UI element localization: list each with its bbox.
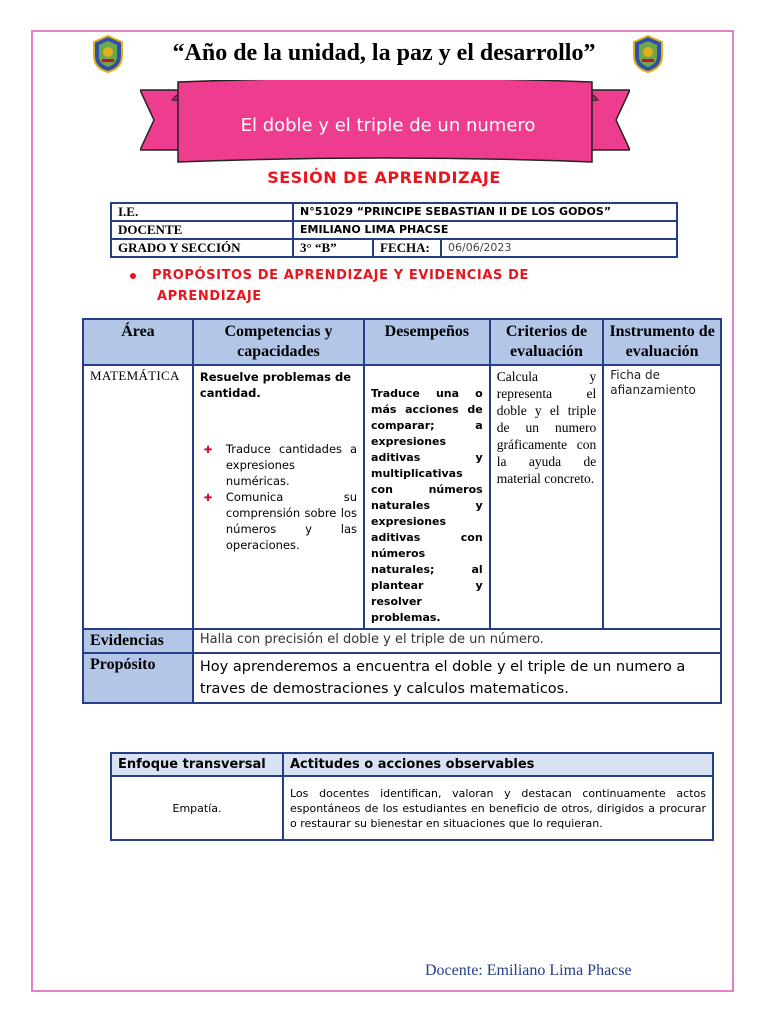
instrumento-cell: Ficha de afianzamiento	[603, 365, 721, 629]
competencies-table	[82, 318, 722, 704]
list-item: ✚ Comunica su comprensión sobre los números y las operaciones.	[203, 490, 358, 552]
desempeno-cell: Traduce una o más acciones de comparar; a expresiones aditivas y multiplicativas con números naturales y expresiones aditivas con números naturales; al plantear y resolver problemas.	[364, 365, 490, 629]
bullet-icon	[130, 273, 136, 279]
evidencias-value: Halla con precisión el doble y el triple de un número.	[193, 629, 721, 653]
session-title: SESIÓN DE APRENDIZAJE	[267, 168, 501, 187]
grado-label: GRADO Y SECCIÓN	[111, 239, 293, 257]
enfoque-value: Empatía.	[111, 776, 283, 840]
list-item: ✚ Traduce cantidades a expresiones numéricas.	[203, 442, 358, 488]
info-table	[110, 202, 678, 258]
bullet-arrow-icon: ✚	[203, 445, 213, 456]
grado-value: 3° “B”	[293, 239, 373, 257]
lesson-title: El doble y el triple de un numero	[240, 115, 536, 136]
docente-value: EMILIANO LIMA PHACSE	[293, 221, 677, 239]
proposito-value: Hoy aprenderemos a encuentra el doble y el triple de un numero a traves de demostraciones y calculos matematicos.	[193, 653, 721, 703]
area-cell: MATEMÁTICA	[83, 365, 193, 629]
fecha-value: 06/06/2023	[441, 239, 677, 257]
teacher-signature: Docente: Emiliano Lima Phacse	[425, 962, 632, 979]
purposes-heading-line2: APRENDIZAJE	[157, 289, 262, 304]
actitudes-header: Actitudes o acciones observables	[283, 753, 713, 776]
header-criterios: Criterios de evaluación	[490, 319, 604, 365]
enfoque-table	[110, 752, 714, 841]
proposito-label: Propósito	[83, 653, 193, 703]
evidencias-label: Evidencias	[83, 629, 193, 653]
docente-label: DOCENTE	[111, 221, 293, 239]
actitudes-value: Los docentes identifican, valoran y destacan continuamente actos espontáneos de los estudiantes en beneficio de otros, dirigidos a procurar o restaurar su bienestar en situaciones que lo requieran.	[283, 776, 713, 840]
header-competencias: Competencias y capacidades	[193, 319, 364, 365]
header-area: Área	[83, 319, 193, 365]
enfoque-header: Enfoque transversal	[111, 753, 283, 776]
criterio-cell: Calcula y representa el doble y el triple de un numero gráficamente con la ayuda de material concreto.	[490, 365, 604, 629]
purposes-heading-line1: PROPÓSITOS DE APRENDIZAJE Y EVIDENCIAS DE	[152, 268, 529, 283]
motto-title: “Año de la unidad, la paz y el desarrollo”	[172, 40, 596, 66]
bullet-arrow-icon: ✚	[203, 493, 213, 504]
fecha-label: FECHA:	[373, 239, 441, 257]
purposes-heading	[130, 265, 600, 307]
header-desempenos: Desempeños	[364, 319, 490, 365]
header-instrumento: Instrumento de evaluación	[603, 319, 721, 365]
capacidades-list	[200, 441, 357, 553]
ie-label: I.E.	[111, 203, 293, 221]
competencia-cell	[193, 365, 364, 629]
competencia-text: Resuelve problemas de cantidad.	[199, 370, 352, 400]
ie-value: N°51029 “PRINCIPE SEBASTIAN II DE LOS GODOS”	[293, 203, 677, 221]
